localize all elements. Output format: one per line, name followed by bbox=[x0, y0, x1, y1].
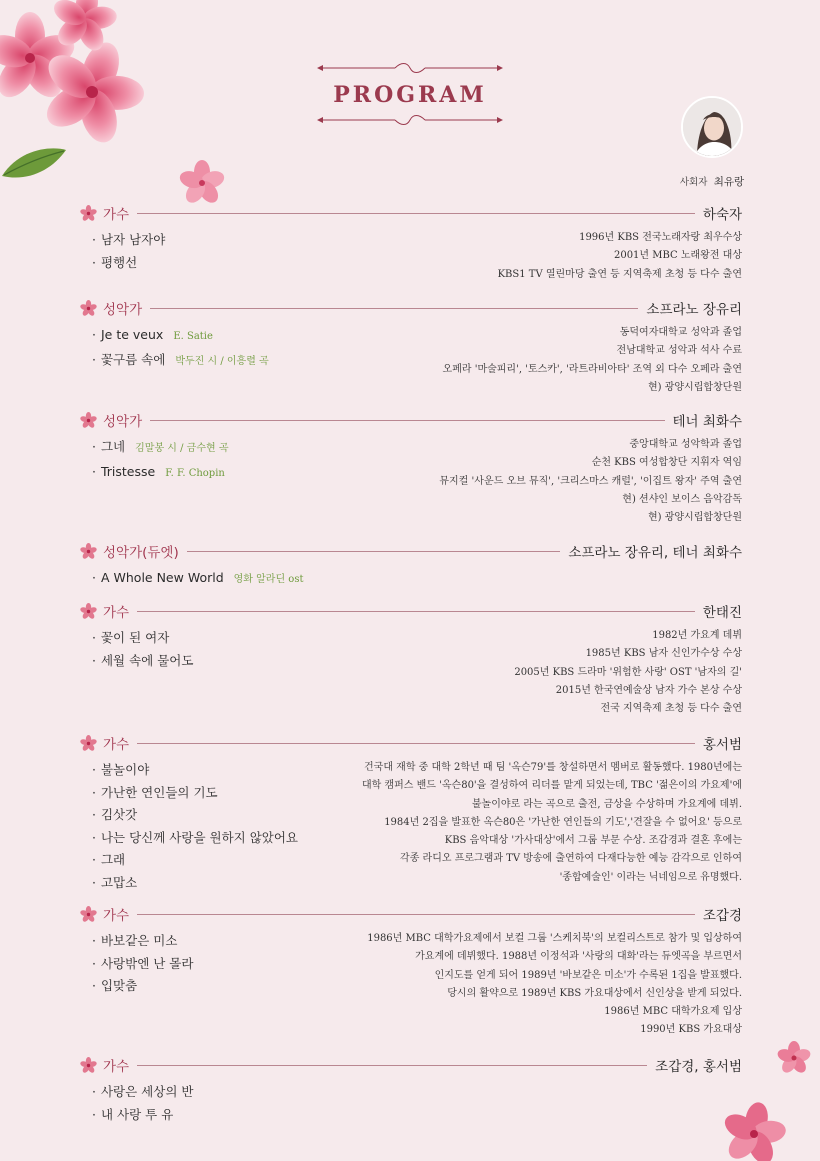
song-credit: E. Satie bbox=[173, 331, 213, 342]
song-item: · 나는 당신께 사랑을 원하지 않았어요 bbox=[92, 827, 298, 850]
blossom-bullet-icon bbox=[80, 300, 97, 317]
blossom-bullet-icon bbox=[80, 906, 97, 923]
bio-line: 동덕여자대학교 성악과 졸업 bbox=[619, 327, 742, 338]
section-divider bbox=[150, 420, 664, 421]
section-category: 성악가 bbox=[103, 302, 143, 318]
cherry-blossom-right bbox=[776, 1040, 812, 1076]
cherry-blossom-bottom-right bbox=[718, 1100, 790, 1161]
performer-bio bbox=[443, 324, 742, 397]
section-category: 성악가 bbox=[103, 414, 143, 430]
bio-line: 각종 라디오 프로그램과 TV 방송에 출연하여 다재다능한 예능 감각으로 인하여 bbox=[400, 853, 742, 865]
section-divider bbox=[137, 743, 695, 744]
bio-line: 중앙대학교 성악학과 졸업 bbox=[629, 439, 742, 450]
section-divider bbox=[137, 1065, 647, 1066]
song-item: · 가난한 연인들의 기도 bbox=[92, 782, 298, 805]
song-item: · 김삿갓 bbox=[92, 804, 298, 827]
section-performer: 테너 최화수 bbox=[672, 414, 742, 430]
section-divider bbox=[137, 914, 695, 915]
song-item: · 고맙소 bbox=[92, 872, 298, 895]
song-item: · 남자 남자야 bbox=[92, 229, 165, 252]
host-caption bbox=[678, 174, 746, 189]
host-name: 최유랑 bbox=[713, 176, 745, 188]
section-divider bbox=[137, 213, 695, 214]
bio-line: 전남대학교 성악과 석사 수료 bbox=[616, 345, 742, 357]
bio-line: 현) 광양시립합창단원 bbox=[647, 512, 742, 524]
song-item: · Tristesse F. F. Chopin bbox=[92, 461, 229, 486]
song-item: · 세월 속에 물어도 bbox=[92, 650, 193, 673]
ornament-bottom-icon bbox=[317, 114, 503, 126]
blossom-bullet-icon bbox=[80, 543, 97, 560]
performer-bio bbox=[362, 759, 742, 887]
bio-line: 2015년 한국연예술상 남자 가수 본상 수상 bbox=[555, 684, 742, 696]
bio-line: 1990년 KBS 가요대상 bbox=[640, 1024, 742, 1036]
cherry-blossom-small bbox=[176, 160, 228, 206]
program-section bbox=[80, 298, 742, 393]
blossom-bullet-icon bbox=[80, 205, 97, 222]
bio-line: 인지도를 얻게 되어 1989년 '바보같은 미소'가 수록된 1집을 발표했다. bbox=[434, 969, 742, 981]
song-item: · 내 사랑 투 유 bbox=[92, 1104, 193, 1127]
song-item: · 입맞춤 bbox=[92, 975, 193, 998]
bio-line: 불놀이야로 라는 곡으로 출전, 금상을 수상하며 가요계에 데뷔. bbox=[471, 798, 742, 810]
bio-line: 오페라 '마술피리', '토스카', '라트라비아타' 조역 외 다수 오페라 출연 bbox=[442, 363, 742, 375]
program-section bbox=[80, 733, 742, 890]
bio-line: 1984년 2집을 발표한 옥슨80은 '가난한 연인들의 기도','견잘을 수 없어요' 등으로 bbox=[384, 816, 742, 828]
program-section bbox=[80, 904, 742, 1036]
blossom-bullet-icon bbox=[80, 412, 97, 429]
song-list bbox=[92, 436, 229, 485]
song-item: · 평행선 bbox=[92, 252, 165, 275]
section-performer: 소프라노 장유리 bbox=[646, 302, 742, 318]
song-list bbox=[92, 627, 193, 672]
section-performer: 조갑경 bbox=[702, 908, 742, 924]
bio-line: KBS 음악대상 '가사대상'에서 그룹 부문 수상. 조갑경과 결혼 후에는 bbox=[444, 835, 742, 847]
bio-line: 가요계에 데뷔했다. 1988년 이정석과 '사랑의 대화'라는 듀엣곡을 부르면서 bbox=[415, 951, 742, 963]
bio-line: 대학 캠퍼스 밴드 '옥슨80'을 결성하여 리더를 맡게 되었는데, TBC '젊은이의 가요제'에 bbox=[361, 780, 742, 792]
song-item: · Je te veux E. Satie bbox=[92, 324, 269, 349]
host-card bbox=[678, 96, 746, 189]
section-divider bbox=[150, 308, 638, 309]
program-section bbox=[80, 1055, 742, 1122]
song-list bbox=[92, 567, 303, 592]
performer-bio bbox=[439, 436, 742, 527]
song-list bbox=[92, 229, 165, 274]
bio-line: 2001년 MBC 노래왕전 대상 bbox=[613, 250, 742, 262]
bio-line: 1996년 KBS 전국노래자랑 최우수상 bbox=[579, 232, 742, 243]
song-list bbox=[92, 1081, 193, 1126]
section-category: 가수 bbox=[103, 605, 130, 621]
section-performer: 소프라노 장유리, 테너 최화수 bbox=[568, 545, 742, 561]
bio-line: 전국 지역축제 초청 등 다수 출연 bbox=[600, 703, 742, 715]
performer-bio bbox=[514, 627, 742, 718]
song-item: · 그네 김말봉 시 / 금수현 곡 bbox=[92, 436, 229, 461]
avatar-icon bbox=[683, 98, 743, 158]
song-credit: F. F. Chopin bbox=[165, 467, 225, 479]
song-item: · A Whole New World 영화 알라딘 ost bbox=[92, 567, 303, 592]
page-title: PROGRAM bbox=[333, 82, 487, 108]
host-label: 사회자 bbox=[679, 177, 708, 188]
section-category: 가수 bbox=[103, 207, 130, 223]
blossom-bullet-icon bbox=[80, 603, 97, 620]
section-category: 가수 bbox=[103, 1059, 130, 1075]
program-section bbox=[80, 601, 742, 715]
song-item: · 바보같은 미소 bbox=[92, 930, 193, 953]
bio-line: 당시의 활약으로 1989년 KBS 가요대상에서 신인상을 받게 되었다. bbox=[447, 987, 742, 999]
host-photo bbox=[681, 96, 743, 158]
bio-line: 현) 광양시립합창단원 bbox=[647, 381, 742, 393]
bio-line: 순천 KBS 여성합창단 지휘자 역임 bbox=[591, 457, 742, 469]
song-item: · 꽃이 된 여자 bbox=[92, 627, 193, 650]
program-section bbox=[80, 203, 742, 280]
song-item: · 꽃구름 속에 박두진 시 / 이흥렬 곡 bbox=[92, 349, 269, 374]
song-list bbox=[92, 759, 298, 894]
section-performer: 한태진 bbox=[702, 605, 742, 621]
song-item: · 사랑밖엔 난 몰라 bbox=[92, 953, 193, 976]
song-credit: 박두진 시 / 이흥렬 곡 bbox=[175, 355, 269, 367]
song-credit: 영화 알라딘 ost bbox=[233, 574, 304, 585]
program-section bbox=[80, 541, 742, 585]
section-performer: 조갑경, 홍서범 bbox=[655, 1059, 742, 1075]
section-divider bbox=[187, 551, 561, 552]
bio-line: 현) 션샤인 보이스 음악감독 bbox=[622, 493, 742, 505]
bio-line: 1986년 MBC 대학가요제에서 보컬 그룹 '스케치북'의 보컬리스트로 참가 및 입상하여 bbox=[367, 933, 742, 944]
bio-line: 뮤지컬 '사운드 오브 뮤직', '크리스마스 캐럴', '이집트 왕자' 주역 출연 bbox=[439, 475, 742, 487]
section-performer: 하숙자 bbox=[702, 207, 742, 223]
bio-line: '종합예술인' 이라는 닉네임으로 유명했다. bbox=[559, 871, 742, 883]
section-category: 가수 bbox=[103, 737, 130, 753]
bio-line: 1985년 KBS 남자 신인가수상 수상 bbox=[585, 648, 742, 660]
song-item: · 불놀이야 bbox=[92, 759, 298, 782]
bio-line: KBS1 TV 열린마당 출연 등 지역축제 초청 등 다수 출연 bbox=[497, 268, 742, 280]
blossom-bullet-icon bbox=[80, 1057, 97, 1074]
ornament-top-icon bbox=[317, 62, 503, 74]
section-category: 가수 bbox=[103, 908, 130, 924]
bio-line: 1986년 MBC 대학가요제 입상 bbox=[604, 1006, 742, 1018]
song-list bbox=[92, 324, 269, 373]
section-divider bbox=[137, 611, 695, 612]
bio-line: 2005년 KBS 드라마 '위험한 사랑' OST '남자의 길' bbox=[514, 666, 742, 678]
section-performer: 홍서범 bbox=[702, 737, 742, 753]
song-item: · 사랑은 세상의 반 bbox=[92, 1081, 193, 1104]
program-section bbox=[80, 410, 742, 524]
bio-line: 1982년 가요계 데뷔 bbox=[652, 630, 742, 641]
section-category: 성악가(듀엣) bbox=[103, 545, 179, 561]
blossom-bullet-icon bbox=[80, 735, 97, 752]
song-list bbox=[92, 930, 193, 998]
bio-line: 건국대 재학 중 대학 2학년 때 팀 '옥슨79'를 창설하면서 멤버로 활동했다. 1980년에는 bbox=[364, 762, 742, 773]
song-item: · 그래 bbox=[92, 849, 298, 872]
performer-bio bbox=[367, 930, 742, 1040]
performer-bio bbox=[498, 229, 742, 284]
song-credit: 김말봉 시 / 금수현 곡 bbox=[135, 443, 229, 454]
